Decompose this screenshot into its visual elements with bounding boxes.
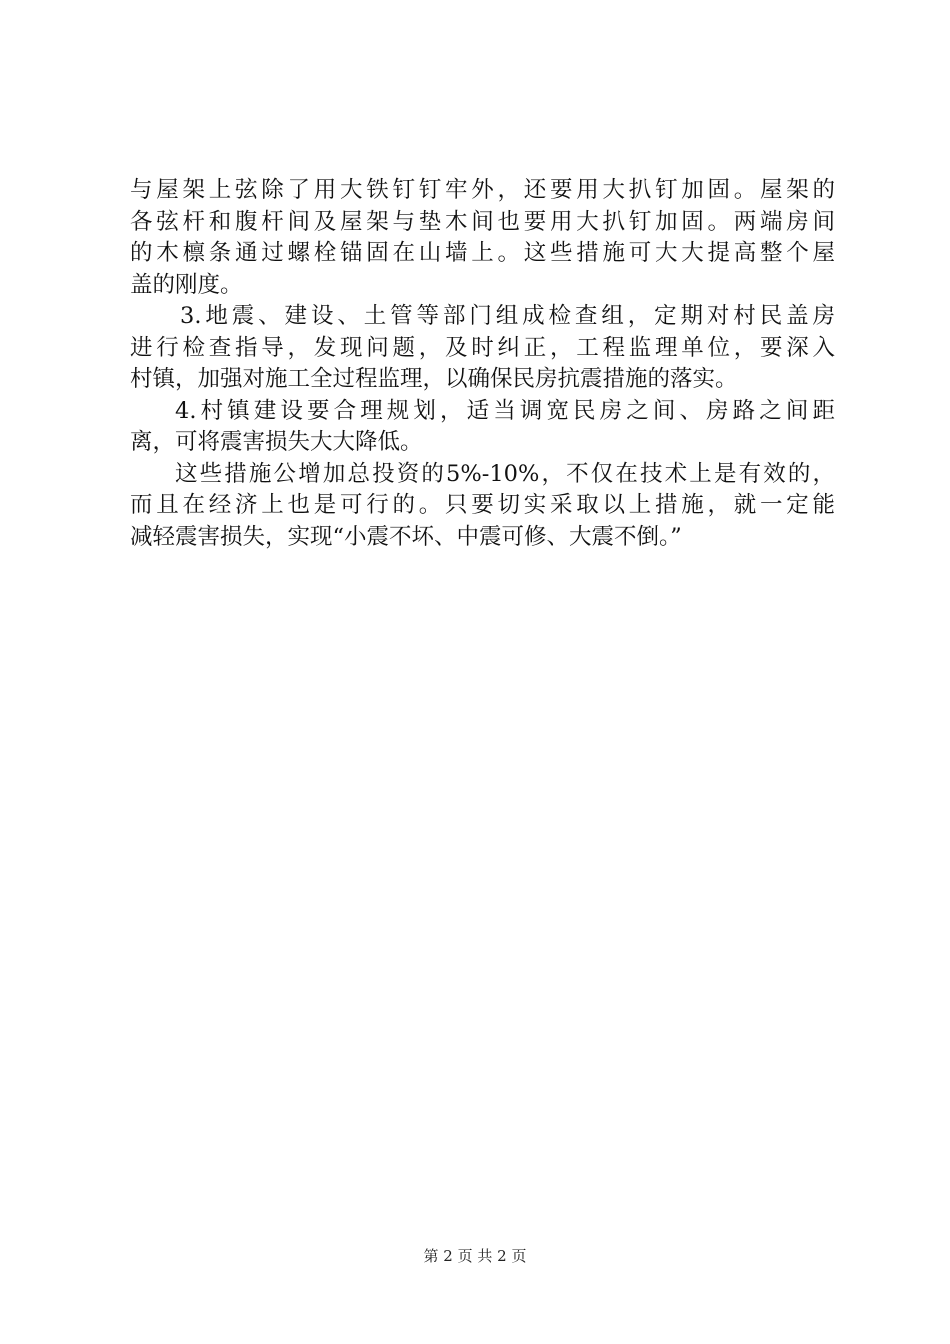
paragraph-line: 而且在经济上也是可行的。只要切实采取以上措施，就一定能 <box>130 492 835 518</box>
paragraph-line: 村镇，加强对施工全过程监理，以确保民房抗震措施的落实。 <box>130 366 738 392</box>
paragraph-line: 盖的刚度。 <box>130 271 243 298</box>
paragraph-line: 这些措施公增加总投资的5%-10%，不仅在技术上是有效的， <box>175 460 835 487</box>
paragraph-line: 进行检查指导，发现问题，及时纠正，工程监理单位，要深入 <box>130 334 835 361</box>
document-body <box>130 175 835 553</box>
paragraph-line: 减轻震害损失，实现“小震不坏、中震可修、大震不倒。” <box>130 523 682 550</box>
paragraph-line: 4.村镇建设要合理规划，适当调宽民房之间、房路之间距 <box>175 397 835 424</box>
paragraph-line: 与屋架上弦除了用大铁钉钉牢外，还要用大扒钉加固。屋架的 <box>130 177 835 203</box>
paragraph-line: 离，可将震害损失大大降低。 <box>130 429 423 455</box>
paragraph-line: 的木檩条通过螺栓锚固在山墙上。这些措施可大大提高整个屋 <box>130 240 835 266</box>
paragraph-line: 各弦杆和腹杆间及屋架与垫木间也要用大扒钉加固。两端房间 <box>130 208 835 235</box>
paragraph-line: 3.地震、建设、土管等部门组成检查组，定期对村民盖房 <box>180 303 835 329</box>
page-number-footer: 第 2 页 共 2 页 <box>423 1247 527 1265</box>
